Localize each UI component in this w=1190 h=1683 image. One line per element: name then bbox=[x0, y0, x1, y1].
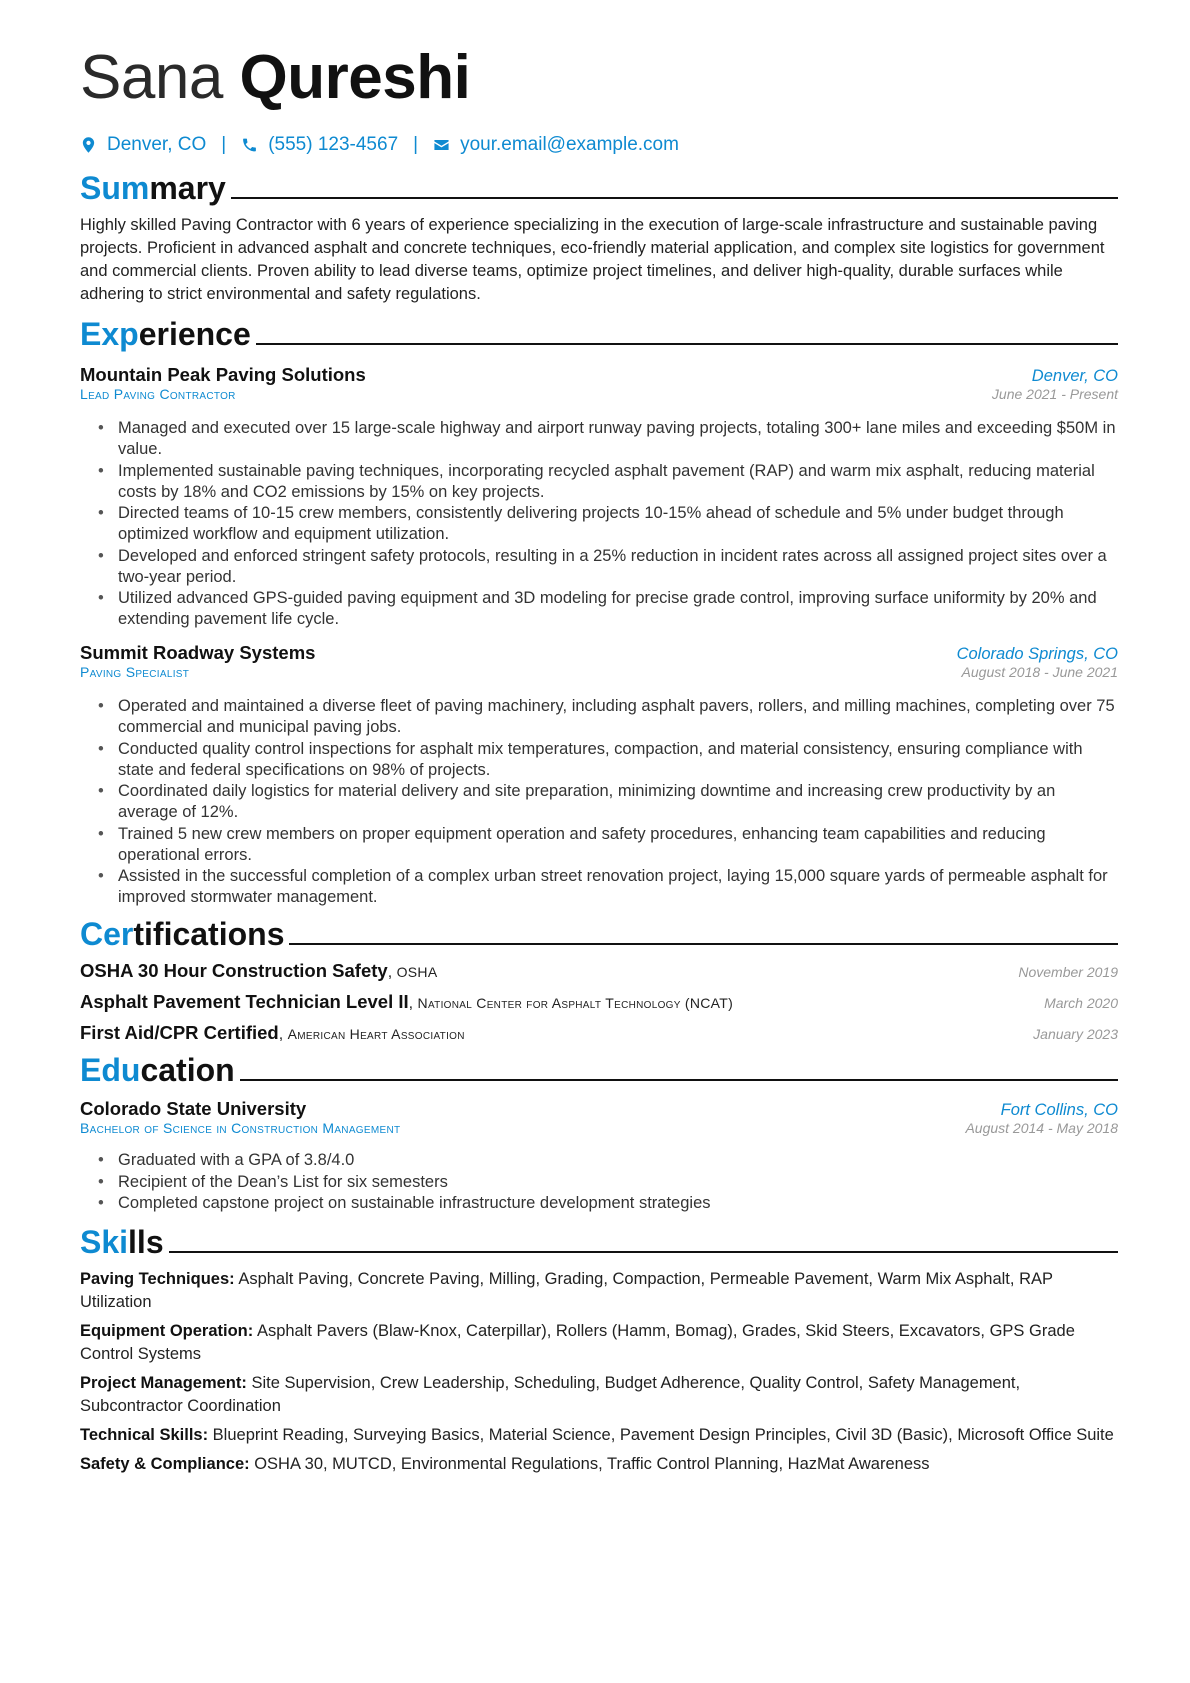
skill-row bbox=[80, 1424, 1118, 1447]
job-bullets bbox=[80, 696, 1118, 908]
email-item[interactable] bbox=[433, 134, 679, 156]
bullet-item: • Recipient of the Dean’s List for six semesters bbox=[118, 1172, 1118, 1193]
section-title: Experience bbox=[80, 316, 251, 352]
bullet-item: • Directed teams of 10-15 crew members, consistently delivering projects 10-15% ahead of schedule and 5% under budget through optimized workflow and equipment utilization. bbox=[118, 503, 1118, 545]
location-item bbox=[80, 134, 206, 156]
contact-separator: | bbox=[221, 134, 227, 155]
first-name: Sana bbox=[80, 43, 223, 112]
job-bullets bbox=[80, 418, 1118, 630]
section-title: Skills bbox=[80, 1224, 164, 1260]
contact-separator: | bbox=[413, 134, 419, 155]
skill-label: Paving Techniques: bbox=[80, 1270, 235, 1288]
job-entry bbox=[80, 364, 1118, 630]
job-entry bbox=[80, 642, 1118, 908]
contact-line bbox=[80, 134, 1118, 156]
degree-name: Bachelor of Science in Construction Management bbox=[80, 1120, 401, 1136]
skills-heading bbox=[80, 1222, 1118, 1262]
skill-values: Asphalt Paving, Concrete Paving, Milling, Grading, Compaction, Permeable Pavement, Warm Mix Asphalt, RAP Utilization bbox=[80, 1270, 1053, 1311]
cert-name: OSHA 30 Hour Construction Safety bbox=[80, 960, 388, 981]
bullet-item: • Utilized advanced GPS-guided paving equipment and 3D modeling for precise grade control, improving surface uniformity by 20% and extending pavement life cycle. bbox=[118, 588, 1118, 630]
candidate-name bbox=[80, 40, 1118, 116]
bullet-item: • Managed and executed over 15 large-scale highway and airport runway paving projects, totaling 300+ lane miles and exceeding $50M in value. bbox=[118, 418, 1118, 460]
company-name: Mountain Peak Paving Solutions bbox=[80, 364, 366, 385]
section-title: Certifications bbox=[80, 916, 285, 952]
bullet-item: • Operated and maintained a diverse fleet of paving machinery, including asphalt pavers, rollers, and milling machines, completing over 75 commercial and municipal paving jobs. bbox=[118, 696, 1118, 738]
skill-label: Technical Skills: bbox=[80, 1426, 209, 1444]
education-bullets bbox=[80, 1150, 1118, 1214]
job-dates: August 2018 - June 2021 bbox=[961, 664, 1118, 680]
school-name: Colorado State University bbox=[80, 1098, 307, 1119]
skill-row bbox=[80, 1320, 1118, 1366]
skill-label: Project Management: bbox=[80, 1374, 247, 1392]
skill-row bbox=[80, 1268, 1118, 1314]
bullet-item: • Completed capstone project on sustainable infrastructure development strategies bbox=[118, 1193, 1118, 1214]
job-location: Denver, CO bbox=[1031, 367, 1118, 385]
cert-issuer: National Center for Asphalt Technology (NCAT) bbox=[417, 995, 734, 1011]
education-heading bbox=[80, 1050, 1118, 1090]
company-name: Summit Roadway Systems bbox=[80, 642, 316, 663]
cert-date: March 2020 bbox=[1044, 995, 1118, 1011]
certification-item: Asphalt Pavement Technician Level II, National Center for Asphalt Technology (NCAT) March 2020 bbox=[80, 991, 1118, 1012]
location-text: Denver, CO bbox=[107, 134, 207, 155]
cert-date: November 2019 bbox=[1018, 964, 1118, 980]
bullet-item: • Coordinated daily logistics for material delivery and site preparation, minimizing downtime and increasing crew productivity by an average of 12%. bbox=[118, 781, 1118, 823]
section-rule bbox=[240, 1079, 1118, 1081]
bullet-item: • Graduated with a GPA of 3.8/4.0 bbox=[118, 1150, 1118, 1171]
education-entry bbox=[80, 1098, 1118, 1214]
skill-label: Safety & Compliance: bbox=[80, 1455, 250, 1473]
cert-name: First Aid/CPR Certified bbox=[80, 1022, 279, 1043]
section-rule bbox=[169, 1251, 1118, 1253]
phone-text: (555) 123-4567 bbox=[268, 134, 399, 155]
last-name: Qureshi bbox=[239, 43, 471, 112]
section-title: Summary bbox=[80, 170, 226, 206]
phone-item[interactable] bbox=[241, 134, 398, 156]
job-dates: June 2021 - Present bbox=[991, 386, 1118, 402]
experience-heading bbox=[80, 314, 1118, 354]
job-role: Paving Specialist bbox=[80, 664, 190, 680]
cert-issuer: American Heart Association bbox=[287, 1026, 465, 1042]
summary-text: Highly skilled Paving Contractor with 6 years of experience specializing in the execution of large-scale infrastructure and sustainable paving projects. Proficient in advanced asphalt and concrete techniques, eco-friendly material application, and complex site logistics for government and commercial clients. Proven ability to lead diverse teams, optimize project timelines, and deliver high-quality, durable surfaces while adhering to strict environmental and safety regulations. bbox=[80, 216, 1105, 303]
certifications-heading bbox=[80, 914, 1118, 954]
bullet-item: • Developed and enforced stringent safety protocols, resulting in a 25% reduction in incident rates across all assigned project sites over a two-year period. bbox=[118, 546, 1118, 588]
skill-values: Asphalt Pavers (Blaw-Knox, Caterpillar), Rollers (Hamm, Bomag), Grades, Skid Steers, Excavators, GPS Grade Control Systems bbox=[80, 1322, 1075, 1363]
envelope-icon bbox=[433, 136, 450, 154]
skill-label: Equipment Operation: bbox=[80, 1322, 254, 1340]
bullet-item: • Trained 5 new crew members on proper equipment operation and safety procedures, enhancing team capabilities and reducing operational errors. bbox=[118, 824, 1118, 866]
bullet-item: • Assisted in the successful completion of a complex urban street renovation project, laying 15,000 square yards of permeable asphalt for improved stormwater management. bbox=[118, 866, 1118, 908]
phone-icon bbox=[241, 136, 258, 154]
section-rule bbox=[256, 343, 1118, 345]
skill-values: OSHA 30, MUTCD, Environmental Regulations, Traffic Control Planning, HazMat Awareness bbox=[254, 1455, 930, 1473]
cert-issuer: OSHA bbox=[396, 964, 438, 980]
cert-date: January 2023 bbox=[1033, 1026, 1118, 1042]
education-dates: August 2014 - May 2018 bbox=[965, 1120, 1118, 1136]
skill-values: Site Supervision, Crew Leadership, Scheduling, Budget Adherence, Quality Control, Safety Management, Subcontractor Coordination bbox=[80, 1374, 1021, 1415]
skill-row bbox=[80, 1372, 1118, 1418]
skill-values: Blueprint Reading, Surveying Basics, Material Science, Pavement Design Principles, Civil 3D (Basic), Microsoft Office Suite bbox=[212, 1426, 1114, 1444]
section-rule bbox=[231, 197, 1118, 199]
section-rule bbox=[289, 943, 1118, 945]
certification-item: OSHA 30 Hour Construction Safety, OSHA November 2019 bbox=[80, 960, 1118, 981]
bullet-item: • Implemented sustainable paving techniques, incorporating recycled asphalt pavement (RAP) and warm mix asphalt, reducing material costs by 18% and CO2 emissions by 15% on key projects. bbox=[118, 461, 1118, 503]
cert-name: Asphalt Pavement Technician Level II bbox=[80, 991, 409, 1012]
section-title: Education bbox=[80, 1052, 235, 1088]
school-location: Fort Collins, CO bbox=[1000, 1101, 1118, 1119]
email-link: your.email@example.com bbox=[460, 134, 679, 155]
job-role: Lead Paving Contractor bbox=[80, 386, 236, 402]
skill-row bbox=[80, 1453, 1118, 1476]
summary-heading bbox=[80, 168, 1118, 208]
job-location: Colorado Springs, CO bbox=[956, 645, 1118, 663]
map-pin-icon bbox=[80, 136, 97, 154]
certification-item: First Aid/CPR Certified, American Heart Association January 2023 bbox=[80, 1022, 1118, 1043]
bullet-item: • Conducted quality control inspections for asphalt mix temperatures, compaction, and material consistency, ensuring compliance with state and federal specifications on 98% of projects. bbox=[118, 739, 1118, 781]
